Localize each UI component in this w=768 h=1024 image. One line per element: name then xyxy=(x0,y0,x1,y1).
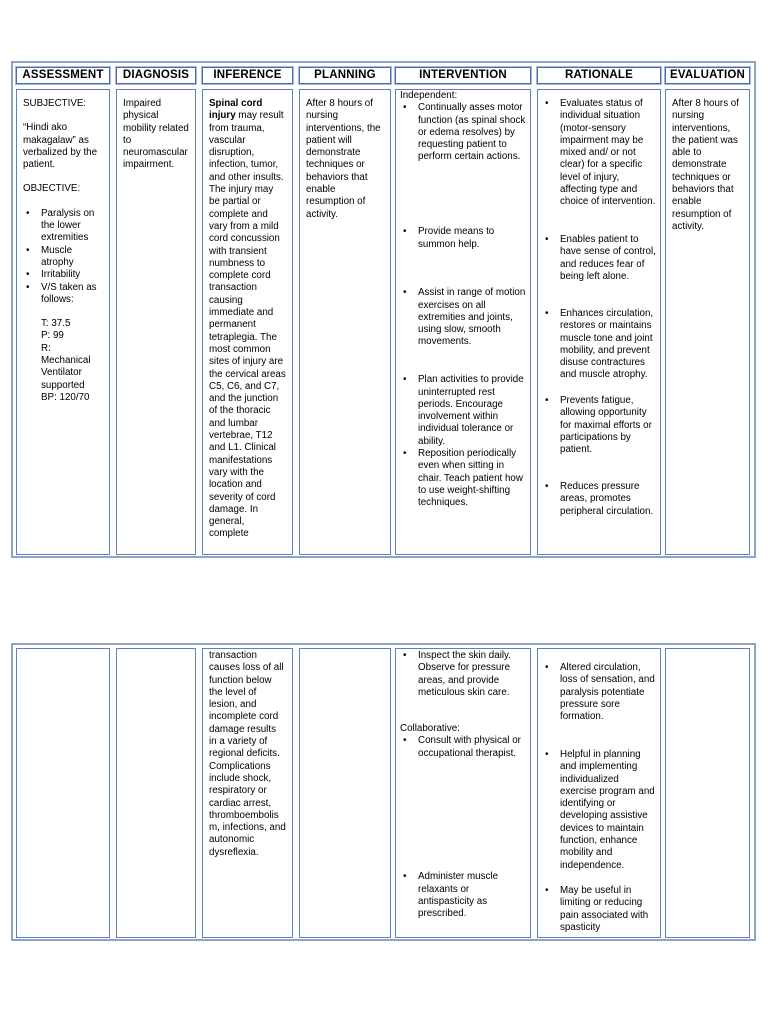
assessment-column-continued xyxy=(16,648,110,938)
inference-column xyxy=(202,89,293,555)
collaborative-label: Collaborative: xyxy=(400,723,460,734)
list-item: • Evaluates status of individual situation (motor-sensory impairment may be mixed and/ or not clear) for a specific level of injury, affecting type and choice of intervention. xyxy=(542,98,656,234)
list-item: • Inspect the skin daily. Observe for pressure areas, and provide meticulous skin care. xyxy=(400,650,526,723)
list-item: • Provide means to summon help. xyxy=(400,226,526,287)
list-item: • Paralysis on the lower extremities xyxy=(23,208,103,245)
diagnosis-text: Impaired physical mobility related to neuromascular impairment. xyxy=(123,98,189,171)
planning-column-continued xyxy=(299,648,391,938)
evaluation-column xyxy=(665,89,750,555)
subjective-label: SUBJECTIVE: xyxy=(23,98,87,109)
list-item: • Continually asses motor function (as spinal shock or edema resolves) by requesting patient to perform certain actions. xyxy=(400,102,526,226)
diagnosis-column xyxy=(116,89,196,555)
list-item: • Plan activities to provide uninterrupted rest periods. Encourage involvement within individual tolerance or ability. xyxy=(400,374,526,448)
inference-text-page2: transaction causes loss of all function below the level of lesion, and incomplete cord damage results in a variety of regional deficits. Complications include shock, respiratory or cardiac arrest, thromboembolis m, infections, and autonomic dysreflexia. xyxy=(209,650,286,858)
evaluation-column-continued xyxy=(665,648,750,938)
header-diagnosis: DIAGNOSIS xyxy=(116,67,196,84)
list-item: • Consult with physical or occupational therapist. xyxy=(400,735,526,871)
list-item: • Assist in range of motion exercises on all extremities and joints, using slow, smooth movements. xyxy=(400,287,526,374)
list-item: • Administer muscle relaxants or antispasticity as prescribed. xyxy=(400,871,526,920)
header-inference: INFERENCE xyxy=(202,67,293,84)
care-plan-table-page2 xyxy=(11,643,756,941)
list-item: • V/S taken as follows: xyxy=(23,282,103,307)
list-item: • May be useful in limiting or reducing pain associated with spasticity xyxy=(542,885,656,934)
header-intervention: INTERVENTION xyxy=(395,67,531,84)
rationale-column-continued xyxy=(537,648,661,938)
objective-list xyxy=(23,208,103,306)
intervention-column-continued xyxy=(395,648,531,938)
subjective-quote: “Hindi ako makagalaw” as verbalized by the patient. xyxy=(23,122,98,171)
inference-text-page1 xyxy=(209,98,286,541)
list-item: • Enables patient to have sense of control, and reduces fear of being left alone. xyxy=(542,234,656,308)
list-item: • Irritability xyxy=(23,269,103,281)
inference-term: Spinal cord injury xyxy=(209,98,263,122)
vital-respiration: R: xyxy=(41,342,51,354)
header-planning: PLANNING xyxy=(299,67,391,84)
list-item: • Muscle atrophy xyxy=(23,245,103,270)
inference-column-continued xyxy=(202,648,293,938)
vital-temperature: T: 37.5 xyxy=(41,318,71,330)
list-item: • Enhances circulation, restores or maintains muscle tone and joint mobility, and prevent disuse contractures and muscle atrophy. xyxy=(542,308,656,395)
header-assessment: ASSESSMENT xyxy=(16,67,110,84)
evaluation-text: After 8 hours of nursing interventions, the patient was able to demonstrate techniques or behaviors that enable resumption of activity. xyxy=(672,98,739,232)
vital-signs xyxy=(23,306,103,404)
vital-blood-pressure: BP: 120/70 xyxy=(41,391,90,403)
vital-pulse: P: 99 xyxy=(41,330,64,342)
care-plan-table-page1 xyxy=(11,61,756,558)
collaborative-list xyxy=(400,735,526,920)
list-item: • Reposition periodically even when sitting in chair. Teach patient how to use weight-shifting techniques. xyxy=(400,448,526,509)
header-evaluation: EVALUATION xyxy=(665,67,750,84)
intervention-list-page1 xyxy=(400,102,526,509)
list-item: • Helpful in planning and implementing individualized exercise program and identifying or developing assistive devices to maintain function, enhance mobility and independence. xyxy=(542,749,656,885)
planning-column xyxy=(299,89,391,555)
intervention-column xyxy=(395,89,531,555)
inference-body: may result from trauma, vascular disruption, infection, tumor, and other insults. The injury may be partial or complete and vary from a mild cord concussion with transient numbness to complete cord transaction causing immediate and permanent tetraplegia. The most common sites of injury are the cervical areas C5, C6, and C7, and the junction of the thoracic and lumbar vertebrae, T12 and L1. Clinical manifestations vary with the location and severity of cord damage. In general, complete xyxy=(209,110,286,540)
independent-label: Independent: xyxy=(400,90,458,101)
intervention-list-page2 xyxy=(400,650,526,723)
diagnosis-column-continued xyxy=(116,648,196,938)
planning-text: After 8 hours of nursing interventions, the patient will demonstrate techniques or behaviors that enable resumption of activity. xyxy=(306,98,381,220)
rationale-list-page2 xyxy=(542,662,656,934)
vital-ventilator: Mechanical Ventilator supported xyxy=(41,355,91,391)
assessment-column xyxy=(16,89,110,555)
objective-label: OBJECTIVE: xyxy=(23,183,81,195)
rationale-list-page1 xyxy=(542,98,656,518)
list-item: • Prevents fatigue, allowing opportunity for maximal efforts or participations by patient. xyxy=(542,395,656,481)
header-rationale: RATIONALE xyxy=(537,67,661,84)
list-item: • Reduces pressure areas, promotes peripheral circulation. xyxy=(542,481,656,518)
list-item: • Altered circulation, loss of sensation, and paralysis potentiate pressure sore formation. xyxy=(542,662,656,749)
rationale-column xyxy=(537,89,661,555)
